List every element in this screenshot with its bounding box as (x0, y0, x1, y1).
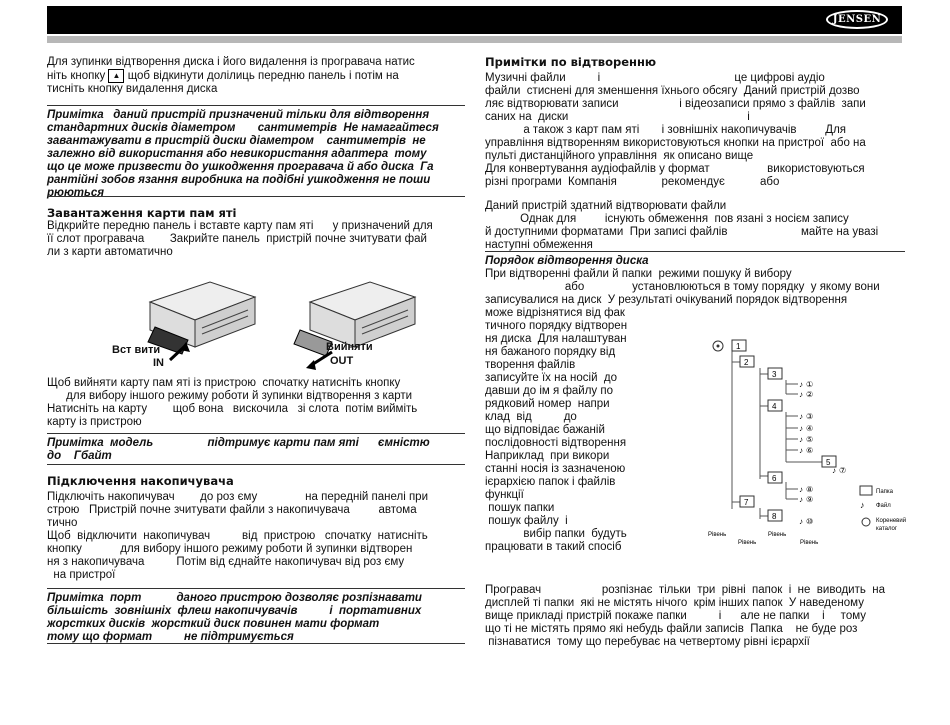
text-line: клад від до (485, 411, 577, 423)
folder-label-8: 8 (772, 512, 777, 521)
svg-text:♪: ♪ (799, 435, 803, 444)
text-line: на пристрої (47, 569, 116, 581)
header-gray-stripe (47, 36, 902, 43)
text-line: пізнаватися тому що перебуває на четвертому рівні ієрархії (485, 636, 810, 648)
text-line: станні носія із зазначеною (485, 463, 626, 475)
divider-1 (47, 196, 465, 197)
intro-line-3: тисніть кнопку видалення диска (47, 83, 218, 96)
note-line: Примітка даний пристрій призначений тільки для відтворення (47, 109, 430, 121)
text-line: працювати в такий спосіб (485, 541, 622, 553)
legend-root-label-1: Кореневий (876, 518, 907, 524)
text-line: вибір папки будуть (485, 528, 627, 540)
legend-folder-icon (860, 486, 872, 495)
folder-label-4: 4 (772, 402, 777, 411)
note-line: що це може призвести до ушкодження програвача й або диска Га (47, 161, 434, 173)
level-label-2: Рівень (738, 540, 757, 546)
text-line: строю Пристрій почне зчитувати файли з накопичувача автома (47, 504, 417, 516)
text-line: Для конвертування аудіофайлів у формат використовуються (485, 163, 865, 175)
text-line: Натисніть на карту щоб вона вискочила зі слота потім вийміть (47, 403, 418, 415)
text-line: файли стиснені для зменшення їхнього обсягу Даний пристрій дозво (485, 85, 860, 97)
text-line: кнопку для вибору іншого режиму роботи й зупинки відтворен (47, 543, 413, 555)
text-line: ієрархією папок і файлів (485, 476, 616, 488)
note-line: завантажувати в пристрій диски діаметром сантиметрів не (47, 135, 426, 147)
label-remove-en: OUT (330, 355, 354, 367)
note-line: тому що формат не підтримується (47, 631, 294, 643)
note-usb-port (47, 588, 465, 644)
folder-hierarchy-diagram (702, 334, 912, 554)
legend-file-icon: ♪ (860, 500, 865, 510)
legend-folder-label: Папка (876, 489, 893, 495)
file-label-2: ② (806, 390, 814, 399)
text-line: Щоб відключити накопичувач від пристрою спочатку натисніть (47, 530, 428, 542)
text-line: й доступними форматами При записі файлів майте на увазі (485, 226, 879, 238)
note-line: Примітка порт даного пристрою дозволяє розпізнавати (47, 592, 422, 604)
playback-notes (485, 56, 905, 189)
usb-section (47, 475, 465, 582)
text-line: ня диска Для налаштуван (485, 333, 627, 345)
card-remove-text (47, 377, 465, 429)
note-disc-size-text (47, 109, 465, 200)
usb-section-text (47, 491, 465, 582)
text-line: пошук файлу і (485, 515, 568, 527)
text-line: ня бажаного порядку від (485, 346, 616, 358)
text-line: тично (47, 517, 78, 529)
text-line: наступні обмеження (485, 239, 593, 251)
file-label-1: ① (806, 380, 814, 389)
left-column (47, 56, 465, 104)
note-line: жорстких дисків жорсткий диск повинен мати формат (47, 618, 380, 630)
text-line: функції (485, 489, 524, 501)
text-line: Відкрийте передню панель і вставте карту пам яті у призначений для (47, 220, 433, 232)
label-remove: Вийняти (326, 341, 373, 353)
level-label-3: Рівень (768, 532, 787, 538)
legend-root-icon (862, 518, 870, 526)
svg-text:♪: ♪ (799, 424, 803, 433)
playback-limits (485, 200, 905, 252)
note-line: до Гбайт (47, 450, 112, 462)
file-label-10: ⑩ (806, 517, 814, 526)
text-line: управління відтворенням використовуються кнопки на пристрої або на (485, 137, 866, 149)
note-line: залежно від використання або невикористання адаптера тому (47, 148, 427, 160)
level-label-1: Рівень (708, 532, 727, 538)
card-section (47, 207, 465, 259)
text-line: тичного порядку відтворен (485, 320, 628, 332)
card-section-text (47, 220, 465, 259)
svg-text:♪: ♪ (799, 380, 803, 389)
text-line: а також з карт пам яті і зовнішніх накопичувачів Для (485, 124, 847, 136)
order-section (485, 251, 905, 307)
note-card-capacity (47, 433, 465, 463)
text-line: Музичні файли і це цифрові аудіо (485, 72, 825, 84)
legend-file-label: Файл (876, 503, 891, 509)
text-line: пошук папки (485, 502, 555, 514)
svg-text:♪: ♪ (799, 390, 803, 399)
file-label-3: ③ (806, 412, 814, 421)
text-line: послідовності відтворення (485, 437, 627, 449)
text-line: що ті не містять прямо які небудь файли записів Папка не буде роз (485, 623, 858, 635)
text-line: різні програми Компанія рекомендує або (485, 176, 780, 188)
divider-2 (47, 464, 465, 465)
text-line: карту із пристрою (47, 416, 142, 428)
text-line: Програвач розпізнає тільки три рівні папок і не виводить на (485, 584, 885, 596)
device-in-drawing (148, 282, 255, 360)
file-label-5: ⑤ (806, 435, 814, 444)
text-line: Наприклад при викори (485, 450, 610, 462)
text-line: Однак для існують обмеження пов язані з носієм запису (485, 213, 849, 225)
text-line: творення файлів (485, 359, 576, 371)
device-out-drawing (294, 282, 415, 370)
svg-text:♪: ♪ (799, 495, 803, 504)
text-line: записуйте їх на носій до (485, 372, 618, 384)
svg-text:♪: ♪ (799, 485, 803, 494)
text-line: Підключіть накопичувач до роз єму на передній панелі при (47, 491, 428, 503)
text-line: При відтворенні файли й папки режими пошуку й вибору (485, 268, 792, 280)
folder-label-1: 1 (736, 342, 741, 351)
text-line: може відрізнятися від фак (485, 307, 625, 319)
text-line: давши до ім я файлу по (485, 385, 613, 397)
order-section-title: Порядок відтворення диска (485, 255, 649, 267)
note-line: стандартних дисків діаметром сантиметрів Не намагайтеся (47, 122, 439, 134)
folder-label-6: 6 (772, 474, 777, 483)
card-section-title: Завантаження карти пам яті (47, 206, 237, 220)
text-line: дисплей ті папки які не містять нічого крім інших папок У наведеному (485, 597, 864, 609)
file-icons (799, 380, 846, 526)
note-line: Примітка модель підтримує карти пам яті ємністю (47, 437, 430, 449)
file-label-4: ④ (806, 424, 814, 433)
text-line: Щоб вийняти карту пам яті із пристрою спочатку натисніть кнопку (47, 377, 401, 389)
text-line: рядковий номер напри (485, 398, 610, 410)
text-line: вище прикладі пристрій покаже папки і але не папки і тому (485, 610, 867, 622)
divider-3 (47, 643, 465, 644)
text-line: ляє відтворювати записи і відеозаписи прямо з файлів запи (485, 98, 866, 110)
svg-text:♪: ♪ (799, 412, 803, 421)
note-line: більшість зовнішніх флеш накопичувачів і портативних (47, 605, 422, 617)
order-narrow-text (485, 307, 665, 554)
text-line: саних на диски і (485, 111, 750, 123)
usb-section-title: Підключення накопичувача (47, 474, 234, 488)
folder-label-2: 2 (744, 358, 749, 367)
folder-label-5: 5 (826, 458, 831, 467)
diagram-legend (860, 486, 906, 532)
folder-label-7: 7 (744, 498, 749, 507)
text-line: ли з карти автоматично (47, 246, 173, 258)
note-line: рюються (47, 187, 104, 199)
level-label-4: Рівень (800, 540, 819, 546)
file-label-6: ⑥ (806, 446, 814, 455)
text-line: її слот програвача Закрийте панель пристрій почне зчитувати фай (47, 233, 427, 245)
text-line: записувалися на диск У результаті очікуваний порядок відтворення (485, 294, 848, 306)
text-line: що відповідає бажаній (485, 424, 605, 436)
eject-icon: ▲ (108, 69, 124, 83)
svg-text:♪: ♪ (799, 446, 803, 455)
legend-root-label-2: каталог (876, 526, 898, 532)
text-line: пульті дистанційного управління як описано вище (485, 150, 754, 162)
file-label-7: ⑦ (839, 466, 847, 475)
file-label-9: ⑨ (806, 495, 814, 504)
header-bar (47, 6, 902, 34)
text-line: для вибору іншого режиму роботи й зупинки відтворення з карти (47, 390, 413, 402)
intro-line-1: Для зупинки відтворення диска і його видалення із програвача натис (47, 56, 415, 68)
text-line: ня з накопичувача Потім від єднайте накопичувач від роз єму (47, 556, 405, 568)
label-insert-en: IN (153, 357, 164, 369)
folder-icons (732, 340, 836, 521)
note-line: рантійні зобов язання виробника на подібні ушкодження не поши (47, 174, 431, 186)
playback-notes-title: Примітки по відтворенню (485, 55, 657, 69)
level-labels (708, 532, 818, 546)
note-disc-size (47, 105, 465, 200)
final-paragraph (485, 584, 905, 649)
brand-logo: JENSEN (826, 10, 888, 29)
file-label-8: ⑧ (806, 485, 814, 494)
text-line: або установлюються в тому порядку у якому вони (485, 281, 880, 293)
folder-label-3: 3 (772, 370, 777, 379)
svg-text:♪: ♪ (832, 466, 836, 475)
intro-line-2: ніть кнопку ▲ щоб відкинути долілиць передню панель і потім на (47, 70, 399, 83)
label-insert: Вст вити (112, 344, 161, 356)
svg-text:♪: ♪ (799, 517, 803, 526)
text-line: Даний пристрій здатний відтворювати файли (485, 200, 727, 212)
